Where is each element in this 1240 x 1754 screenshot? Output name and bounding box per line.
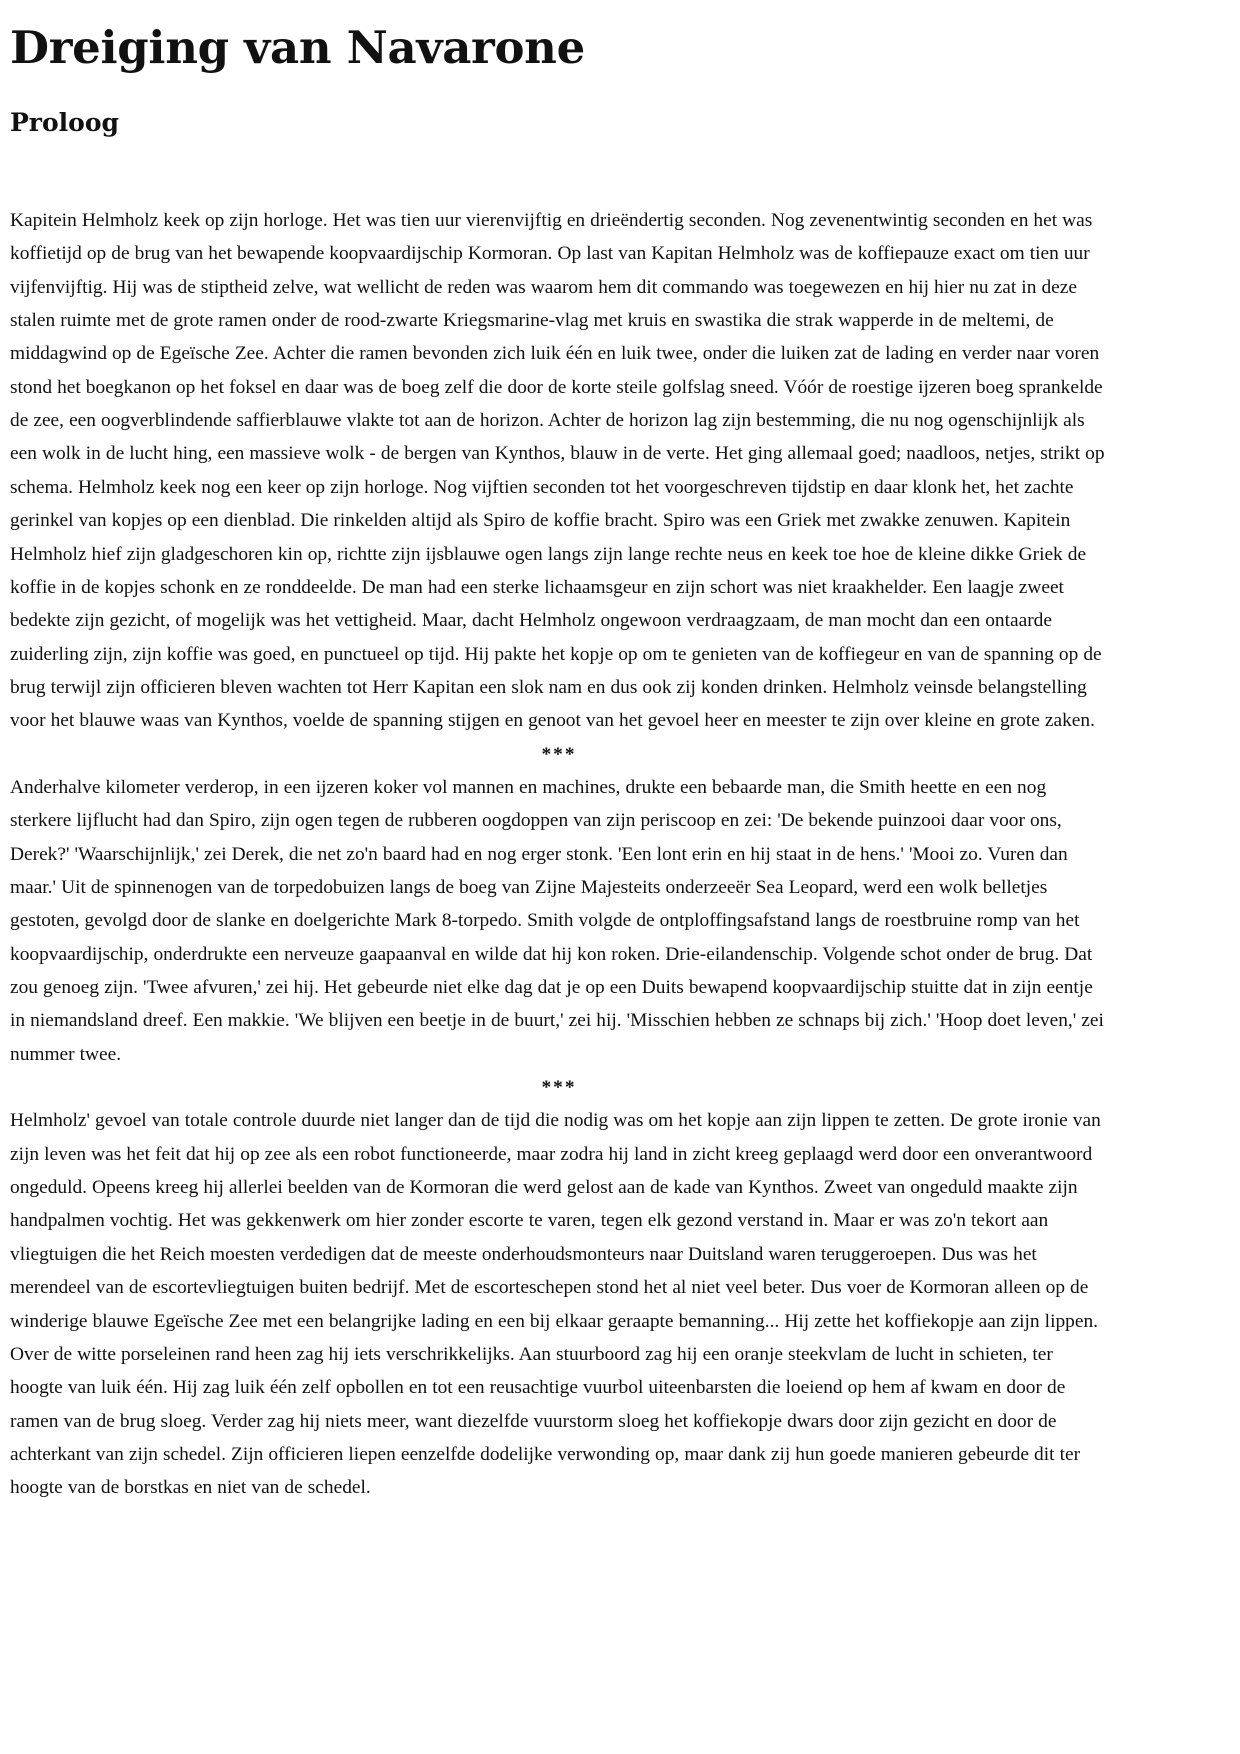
page-title: Dreiging van Navarone (10, 21, 585, 74)
chapter-heading: Proloog (10, 107, 119, 137)
paragraph-1: Kapitein Helmholz keek op zijn horloge. Het was tien uur vierenvijftig en drieëndertig seconden. Nog zevenentwintig seconden en het was koffietijd op de brug van het bewapende koopvaardijschip Kormoran. Op last van Kapitan Helmholz was de koffiepauze exact om tien uur vijfenvijftig. Hij was de stiptheid zelve, wat wellicht de reden was waarom hem dit commando was toegewezen en hij hier nu zat in deze stalen ruimte met de grote ramen onder de rood-zwarte Kriegsmarine-vlag met kruis en swastika die strak wapperde in de meltemi, de middagwind op de Egeïsche Zee. Achter die ramen bevonden zich luik één en luik twee, onder die luiken zat de lading en verder naar voren stond het boegkanon op het foksel en daar was de boeg zelf die door de korte steile golfslag sneed. Vóór de roestige ijzeren boeg sprankelde de zee, een oogverblindende saffierblauwe vlakte tot aan de horizon. Achter de horizon lag zijn bestemming, die nu nog ogenschijnlijk als een wolk in de lucht hing, een massieve wolk - de bergen van Kynthos, blauw in de verte. Het ging allemaal goed; naadloos, netjes, strikt op schema. Helmholz keek nog een keer op zijn horloge. Nog vijftien seconden tot het voorgeschreven tijdstip en daar klonk het, het zachte gerinkel van kopjes op een dienblad. Die rinkelden altijd als Spiro de koffie bracht. Spiro was een Griek met zwakke zenuwen. Kapitein Helmholz hief zijn gladgeschoren kin op, richtte zijn ijsblauwe ogen langs zijn lange rechte neus en keek toe hoe de kleine dikke Griek de koffie in de kopjes schonk en ze ronddeelde. De man had een sterke lichaamsgeur en zijn schort was niet kraakhelder. Een laagje zweet bedekte zijn gezicht, of mogelijk was het vettigheid. Maar, dacht Helmholz ongewoon verdraagzaam, de man mocht dan een ontaarde zuiderling zijn, zijn koffie was goed, en punctueel op tijd. Hij pakte het kopje op om te genieten van de koffiegeur en van de spanning op de brug terwijl zijn officieren bleven wachten tot Herr Kapitan een slok nam en dus ook zij konden drinken. Helmholz veinsde belangstelling voor het blauwe waas van Kynthos, voelde de spanning stijgen en genoot van het gevoel heer en meester te zijn over kleine en grote zaken. (10, 209, 1105, 732)
paragraph-3: Helmholz' gevoel van totale controle duurde niet langer dan de tijd die nodig was om het kopje aan zijn lippen te zetten. De grote ironie van zijn leven was het feit dat hij op zee als een robot functioneerde, maar zodra hij land in zicht kreeg geplaagd werd door een onverantwoord ongeduld. Opeens kreeg hij allerlei beelden van de Kormoran die werd gelost aan de kade van Kynthos. Zweet van ongeduld maakte zijn handpalmen vochtig. Het was gekkenwerk om hier zonder escorte te varen, tegen elk gezond verstand in. Maar er was zo'n tekort aan vliegtuigen die het Reich moesten verdedigen dat de meeste onderhoudsmonteurs naar Duitsland waren teruggeroepen. Dus was het merendeel van de escortevliegtuigen buiten bedrijf. Met de escorteschepen stond het al niet veel beter. Dus voer de Kormoran alleen op de winderige blauwe Egeïsche Zee met een belangrijke lading en een bij elkaar geraapte bemanning... Hij zette het koffiekopje aan zijn lippen. Over de witte porseleinen rand heen zag hij iets verschrikkelijks. Aan stuurboord zag hij een oranje steekvlam de lucht in schieten, ter hoogte van luik één. Hij zag luik één zelf opbollen en tot een reusachtige vuurbol uiteenbarsten die loeiend op hem af kwam en door de ramen van de brug sloeg. Verder zag hij niets meer, want diezelfde vuurstorm sloeg het koffiekopje dwars door zijn gezicht en door de achterkant van zijn schedel. Zijn officieren liepen eenzelfde dodelijke verwonding op, maar dank zij hun goede manieren gebeurde dit ter hoogte van de borstkas en niet van de schedel. (10, 1110, 1101, 1499)
scene-break-2: *** (541, 1077, 577, 1099)
scene-break-1: *** (541, 743, 577, 765)
paragraph-2: Anderhalve kilometer verderop, in een ijzeren koker vol mannen en machines, drukte een bebaarde man, die Smith heette en een nog sterkere lijflucht had dan Spiro, zijn ogen tegen de rubberen oogdoppen van zijn periscoop en zei: 'De bekende puinzooi daar voor ons, Derek?' 'Waarschijnlijk,' zei Derek, die net zo'n baard had en nog erger stonk. 'Een lont erin en hij staat in de hens.' 'Mooi zo. Vuren dan maar.' Uit de spinnenogen van de torpedobuizen langs de boeg van Zijne Majesteits onderzeeër Sea Leopard, werd een wolk belletjes gestoten, gevolgd door de slanke en doelgerichte Mark 8-torpedo. Smith volgde de ontploffingsafstand langs de roestbruine romp van het koopvaardijschip, onderdrukte een nerveuze gaapaanval en wilde dat hij kon roken. Drie-eilandenschip. Volgende schot onder de brug. Dat zou genoeg zijn. 'Twee afvuren,' zei hij. Het gebeurde niet elke dag dat je op een Duits bewapend koopvaardijschip stuitte dat in zijn eentje in niemandsland dreef. Een makkie. 'We blijven een beetje in de buurt,' zei hij. 'Misschien hebben ze schnaps bij zich.' 'Hoop doet leven,' zei nummer twee. (10, 776, 1104, 1065)
